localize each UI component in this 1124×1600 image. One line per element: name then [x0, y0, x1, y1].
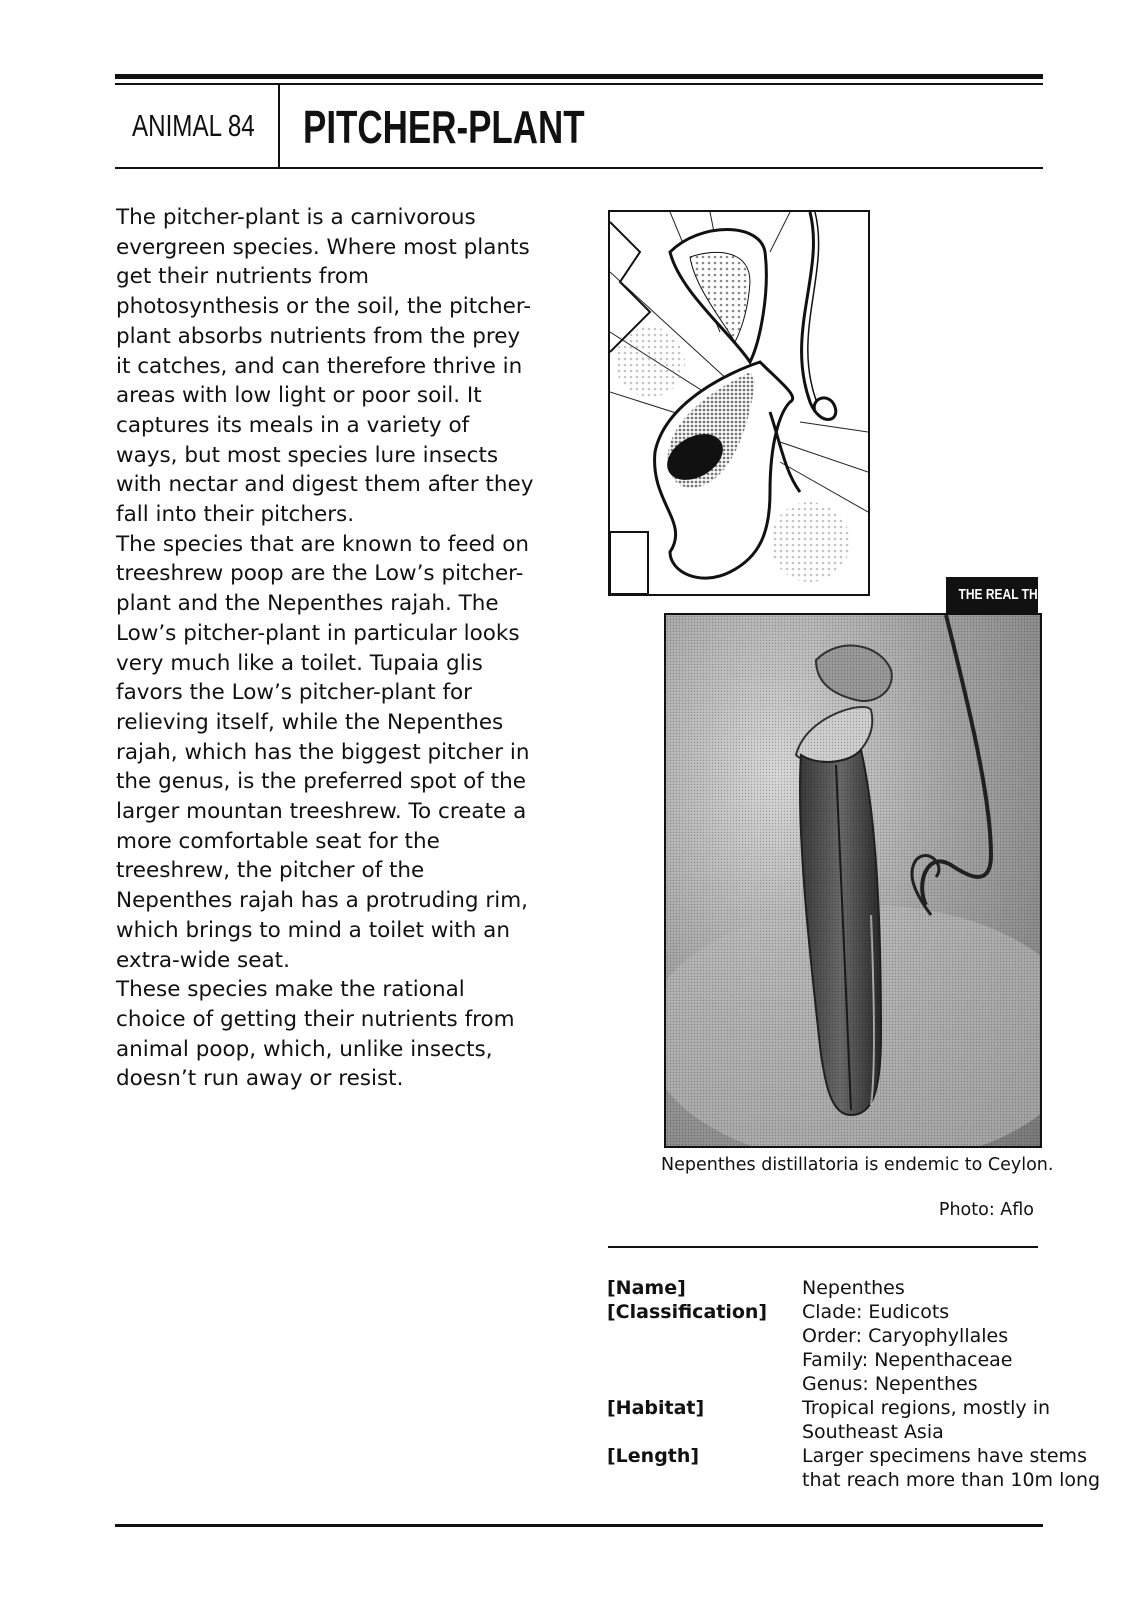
pitcher-photo-illustration [666, 615, 1040, 1146]
info-row-habitat [607, 1396, 1100, 1444]
info-label: [Name] [607, 1277, 686, 1299]
footer-rule [115, 1524, 1043, 1527]
info-value: Family: Nepenthaceae [802, 1349, 1013, 1371]
header-divider [278, 85, 280, 168]
pitcher-drawing [610, 212, 868, 594]
info-value: that reach more than 10m long [802, 1469, 1101, 1491]
info-value: Clade: Eudicots [802, 1301, 950, 1323]
info-row-name [607, 1276, 1100, 1300]
entry-number: ANIMAL 84 [132, 108, 255, 143]
body-paragraph: The species that are known to feed on treeshrew poop are the Low’s pitcher-plant and the Nepenthes rajah. The Low’s pitcher-plant in particular looks very much like a toilet. Tupaia glis favors the Low’s pitcher-plant for relieving itself, while the Nepenthes rajah, which has the biggest pitcher in the genus, is the preferred spot of the larger mountan treeshrew. To create a more comfortable seat for the treeshrew, the pitcher of the Nepenthes rajah has a protruding rim, which brings to mind a toilet with an extra-wide seat. [116, 531, 530, 973]
real-thing-badge: THE REAL THING [946, 577, 1038, 613]
header-top-rule [115, 74, 1043, 79]
info-value: Order: Caryophyllales [802, 1325, 1009, 1347]
info-value: Southeast Asia [802, 1421, 944, 1443]
info-top-rule [608, 1246, 1038, 1248]
body-paragraph: The pitcher-plant is a carnivorous evergreen species. Where most plants get their nutrients from photosynthesis or the soil, the pitcher-plant absorbs nutrients from the prey it catches, and can therefore thrive in areas with low light or poor soil. It captures its meals in a variety of ways, but most species lure insects with nectar and digest them after they fall into their pitchers. [116, 205, 534, 528]
info-row-classification [607, 1300, 1100, 1396]
body-paragraph: These species make the rational choice of getting their nutrients from animal poop, which, unlike insects, doesn’t run away or resist. [116, 977, 515, 1092]
info-value: Larger specimens have stems [802, 1445, 1087, 1467]
info-label: [Length] [607, 1445, 700, 1467]
photo-caption: Nepenthes distillatoria is endemic to Ceylon. [661, 1155, 1054, 1175]
page-title: PITCHER-PLANT [303, 101, 585, 153]
pitcher-plant-photo [664, 613, 1042, 1148]
info-value: Genus: Nepenthes [802, 1373, 978, 1395]
info-label: [Classification] [607, 1301, 768, 1323]
info-value: Nepenthes [802, 1277, 905, 1299]
header-bottom-rule [115, 167, 1043, 169]
manga-panel-illustration [608, 210, 870, 596]
body-text [116, 203, 536, 1094]
header-top-rule-thin [115, 83, 1043, 85]
info-value: Tropical regions, mostly in [802, 1397, 1051, 1419]
photo-credit: Photo: Aflo [938, 1200, 1034, 1220]
info-label: [Habitat] [607, 1397, 705, 1419]
info-row-length [607, 1444, 1100, 1492]
species-info-table [607, 1276, 1100, 1492]
